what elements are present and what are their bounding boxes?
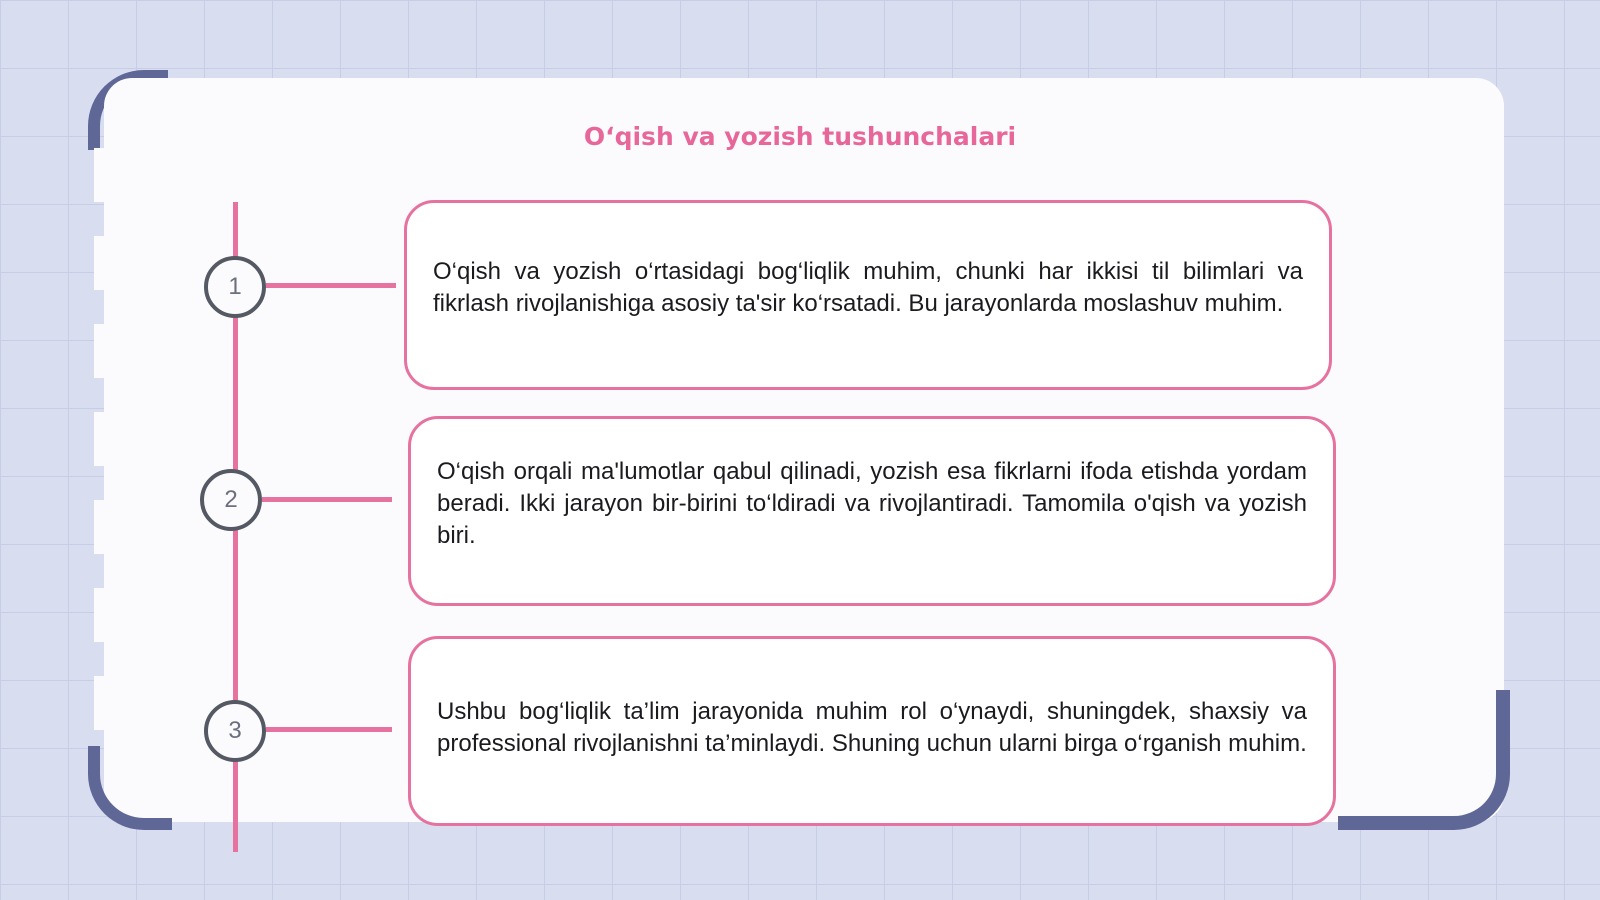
step-card-2 bbox=[408, 416, 1336, 606]
step-text-2: O‘qish orqali ma'lumotlar qabul qilinadi, yozish esa fikrlarni ifoda etishda yordam beradi. Ikki jarayon bir-birini to‘ldiradi va rivojlantiradi. Tamomila o'qish va yozish biri. bbox=[437, 458, 1307, 549]
step-connector-1 bbox=[266, 283, 396, 288]
frame-corner-bottom-right bbox=[1338, 690, 1510, 830]
step-connector-3 bbox=[266, 727, 392, 732]
frame-corner-bottom-left bbox=[88, 746, 172, 830]
step-number-3: 3 bbox=[204, 700, 266, 762]
step-connector-2 bbox=[262, 497, 392, 502]
step-text-1: O‘qish va yozish o‘rtasidagi bog‘liqlik muhim, chunki har ikkisi til bilimlari va fikrlash rivojlanishiga asosiy ta'sir ko‘rsatadi. Bu jarayonlarda moslashuv muhim. bbox=[433, 258, 1303, 317]
slide-title: Oʻqish va yozish tushunchalari bbox=[583, 122, 1017, 151]
step-card-1 bbox=[404, 200, 1332, 390]
step-text-3: Ushbu bog‘liqlik ta’lim jarayonida muhim rol o‘ynaydi, shuningdek, shaxsiy va professional rivojlanishni ta’minlaydi. Shuning uchun ularni birga o‘rganish muhim. bbox=[437, 698, 1307, 757]
step-number-2: 2 bbox=[200, 469, 262, 531]
step-card-3 bbox=[408, 636, 1336, 826]
step-number-1: 1 bbox=[204, 256, 266, 318]
